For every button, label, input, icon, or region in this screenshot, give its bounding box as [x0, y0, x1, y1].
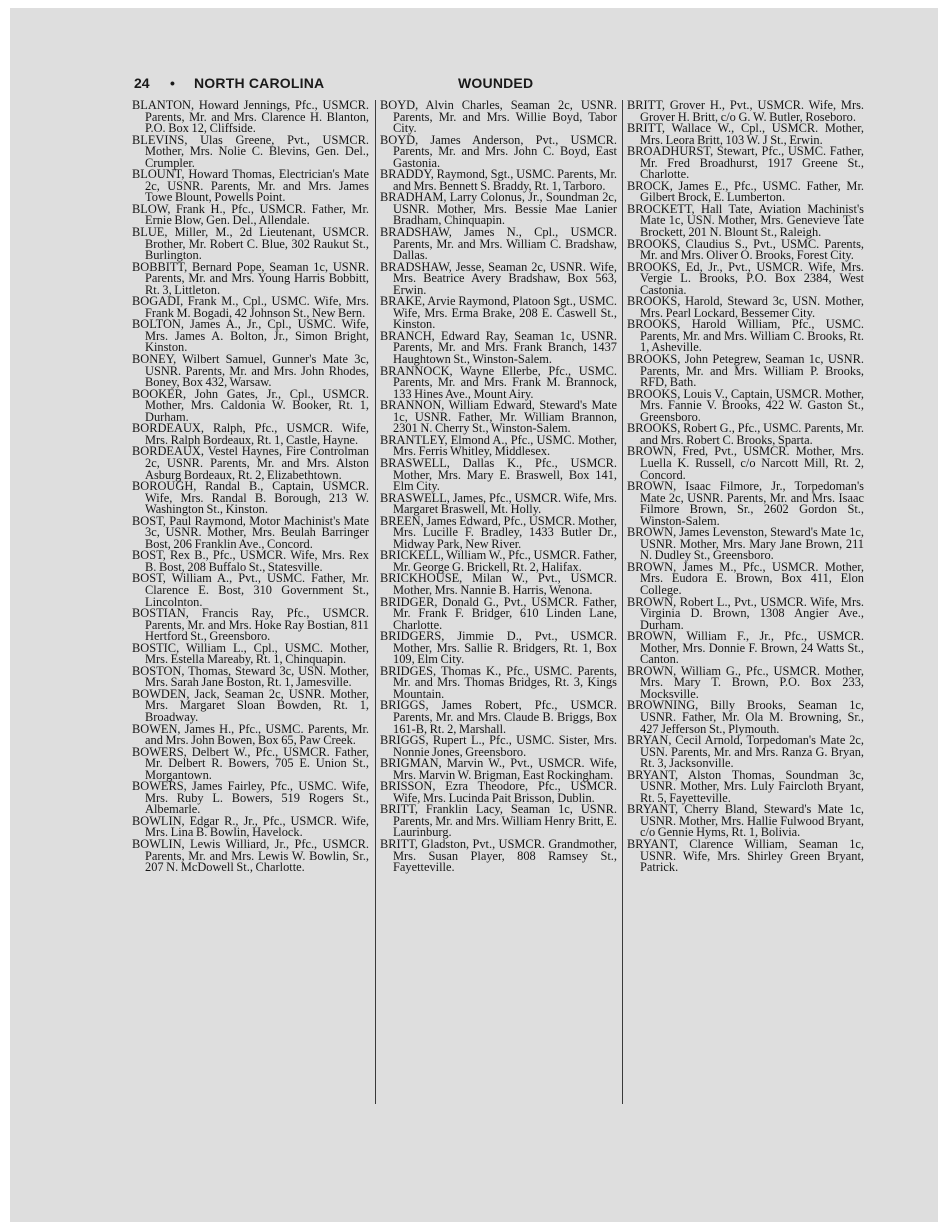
- casualty-entry: BROOKS, Ed, Jr., Pvt., USMCR. Wife, Mrs. Vergie L. Brooks, P.O. Box 2384, West Castonia.: [627, 259, 864, 297]
- casualty-entry: BROOKS, Claudius S., Pvt., USMC. Parents, Mr. and Mrs. Oliver O. Brooks, Forest City.: [627, 236, 864, 263]
- casualty-entry: BRIDGES, Thomas K., Pfc., USMC. Parents, Mr. and Mrs. Thomas Bridges, Rt. 3, Kings Mountain.: [380, 663, 617, 701]
- casualty-entry: BRITT, Franklin Lacy, Seaman 1c, USNR. Parents, Mr. and Mrs. William Henry Britt, E. Laurinburg.: [380, 802, 617, 840]
- casualty-entry: BROCK, James E., Pfc., USMC. Father, Mr. Gilbert Brock, E. Lumberton.: [627, 178, 864, 205]
- casualty-entry: BROCKETT, Hall Tate, Aviation Machinist's Mate 1c, USN. Mother, Mrs. Genevieve Tate Brockett, 201 N. Blount St., Raleigh.: [627, 201, 864, 240]
- casualty-entry: BONEY, Wilbert Samuel, Gunner's Mate 3c, USNR. Parents, Mr. and Mrs. John Rhodes, Boney, Box 432, Warsaw.: [132, 352, 369, 390]
- casualty-entry: BOYD, Alvin Charles, Seaman 2c, USNR. Parents, Mr. and Mrs. Willie Boyd, Tabor City.: [380, 98, 617, 136]
- casualty-entry: BRANCH, Edward Ray, Seaman 1c, USNR. Parents, Mr. and Mrs. Frank Branch, 1437 Haughtown St., Winston-Salem.: [380, 328, 617, 367]
- casualty-entry: BLOW, Frank H., Pfc., USMCR. Father, Mr. Ernie Blow, Gen. Del., Allendale.: [132, 201, 369, 228]
- column-divider: [375, 100, 376, 1104]
- casualty-entry: BRYANT, Clarence William, Seaman 1c, USNR. Wife, Mrs. Shirley Green Bryant, Patrick.: [627, 837, 864, 875]
- casualty-entry: BOST, Paul Raymond, Motor Machinist's Mate 3c, USNR. Mother, Mrs. Beulah Barringer Bost, 206 Franklin Ave., Concord.: [132, 513, 369, 551]
- casualty-entry: BOROUGH, Randal B., Captain, USMCR. Wife, Mrs. Randal B. Borough, 213 W. Washington St., Kinston.: [132, 479, 369, 517]
- casualty-entry: BOGADI, Frank M., Cpl., USMC. Wife, Mrs. Frank M. Bogadi, 42 Johnson St., New Bern.: [132, 294, 369, 320]
- casualty-entry: BOST, Rex B., Pfc., USMCR. Wife, Mrs. Rex B. Bost, 208 Buffalo St., Statesville.: [132, 548, 369, 574]
- casualty-entry: BROOKS, Harold William, Pfc., USMC. Parents, Mr. and Mrs. William C. Brooks, Rt. 1, Asheville.: [627, 317, 864, 355]
- casualty-entry: BRYAN, Cecil Arnold, Torpedoman's Mate 2c, USN. Parents, Mr. and Mrs. Ranza G. Bryan, Rt. 3, Jacksonville.: [627, 733, 864, 771]
- casualty-entry: BRITT, Grover H., Pvt., USMCR. Wife, Mrs. Grover H. Britt, c/o G. W. Butler, Roseboro.: [627, 98, 864, 124]
- casualty-entry: BRANNON, William Edward, Steward's Mate 1c, USNR. Father, Mr. William Brannon, 2301 N. Cherry St., Winston-Salem.: [380, 398, 617, 436]
- casualty-entry: BOWEN, James H., Pfc., USMC. Parents, Mr. and Mrs. John Bowen, Box 65, Paw Creek.: [132, 721, 369, 748]
- casualty-entry: BORDEAUX, Ralph, Pfc., USMCR. Wife, Mrs. Ralph Bordeaux, Rt. 1, Castle, Hayne.: [132, 421, 369, 447]
- casualty-entry: BOSTON, Thomas, Steward 3c, USN. Mother, Mrs. Sarah Jane Boston, Rt. 1, Jamesville.: [132, 663, 369, 690]
- column-1: [132, 100, 369, 874]
- casualty-entry: BRIDGERS, Jimmie D., Pvt., USMCR. Mother, Mrs. Sallie R. Bridgers, Rt. 1, Box 109, Elm City.: [380, 629, 617, 667]
- casualty-entry: BRISSON, Ezra Theodore, Pfc., USMCR. Wife, Mrs. Lucinda Pait Brisson, Dublin.: [380, 779, 617, 805]
- casualty-entry: BRADDY, Raymond, Sgt., USMC. Parents, Mr. and Mrs. Bennett S. Braddy, Rt. 1, Tarboro.: [380, 167, 617, 193]
- casualty-entry: BRADSHAW, James N., Cpl., USMCR. Parents, Mr. and Mrs. William C. Bradshaw, Dallas.: [380, 225, 617, 263]
- casualty-entry: BRANNOCK, Wayne Ellerbe, Pfc., USMC. Parents, Mr. and Mrs. Frank M. Brannock, 133 Hines Ave., Mount Airy.: [380, 363, 617, 401]
- casualty-entry: BOST, William A., Pvt., USMC. Father, Mr. Clarence E. Bost, 310 Government St., Lincolnton.: [132, 571, 369, 609]
- casualty-entry: BREEN, James Edward, Pfc., USMCR. Mother, Mrs. Lucille F. Bradley, 1433 Butler Dr., Midway Park, New River.: [380, 513, 617, 551]
- casualty-entry: BRIGMAN, Marvin W., Pvt., USMCR. Wife, Mrs. Marvin W. Brigman, East Rockingham.: [380, 756, 617, 782]
- casualty-entry: BOWERS, James Fairley, Pfc., USMC. Wife, Mrs. Ruby L. Bowers, 519 Rogers St., Albemarle.: [132, 779, 369, 817]
- casualty-entry: BOWERS, Delbert W., Pfc., USMCR. Father, Mr. Delbert R. Bowers, 705 E. Union St., Morgantown.: [132, 744, 369, 782]
- casualty-entry: BRICKELL, William W., Pfc., USMCR. Father, Mr. George G. Brickell, Rt. 2, Halifax.: [380, 548, 617, 574]
- casualty-entry: BOWLIN, Edgar R., Jr., Pfc., USMCR. Wife, Mrs. Lina B. Bowlin, Havelock.: [132, 813, 369, 840]
- casualty-entry: BOBBITT, Bernard Pope, Seaman 1c, USNR. Parents, Mr. and Mrs. Young Harris Bobbitt, Rt. 3, Littleton.: [132, 259, 369, 297]
- casualty-entry: BROWN, Robert L., Pvt., USMCR. Wife, Mrs. Virginia D. Brown, 1308 Angier Ave., Durham.: [627, 594, 864, 632]
- section-heading: WOUNDED: [458, 75, 534, 91]
- casualty-entry: BROOKS, Robert G., Pfc., USMC. Parents, Mr. and Mrs. Robert C. Brooks, Sparta.: [627, 421, 864, 447]
- casualty-entry: BROWN, Fred, Pvt., USMCR. Mother, Mrs. Luella K. Russell, c/o Narcott Mill, Rt. 2, Concord.: [627, 444, 864, 482]
- casualty-entry: BLOUNT, Howard Thomas, Electrician's Mate 2c, USNR. Parents, Mr. and Mrs. James Towe Blount, Powells Point.: [132, 167, 369, 205]
- casualty-entry: BRAKE, Arvie Raymond, Platoon Sgt., USMC. Wife, Mrs. Erma Brake, 208 E. Caswell St., Kinston.: [380, 294, 617, 332]
- casualty-entry: BROOKS, Louis V., Captain, USMCR. Mother, Mrs. Fannie V. Brooks, 422 W. Gaston St., Greensboro.: [627, 386, 864, 424]
- casualty-entry: BRADHAM, Larry Colonus, Jr., Soundman 2c, USNR. Mother, Mrs. Bessie Mae Lanier Bradham, Chinquapin.: [380, 190, 617, 228]
- casualty-entry: BOWLIN, Lewis Williard, Jr., Pfc., USMCR. Parents, Mr. and Mrs. Lewis W. Bowlin, Sr., 207 N. McDowell St., Charlotte.: [132, 837, 369, 875]
- casualty-entry: BRIGGS, Rupert L., Pfc., USMC. Sister, Mrs. Nonnie Jones, Greensboro.: [380, 733, 617, 759]
- casualty-entry: BORDEAUX, Vestel Haynes, Fire Controlman 2c, USNR. Parents, Mr. and Mrs. Alston Asburg Bordeaux, Rt. 2, Elizabethtown.: [132, 444, 369, 482]
- casualty-entry: BRYANT, Alston Thomas, Soundman 3c, USNR. Mother, Mrs. Luly Faircloth Bryant, Rt. 5, Fayetteville.: [627, 767, 864, 805]
- casualty-entry: BRASWELL, James, Pfc., USMCR. Wife, Mrs. Margaret Braswell, Mt. Holly.: [380, 490, 617, 517]
- bullet: •: [170, 75, 175, 91]
- casualty-entry: BROWN, William G., Pfc., USMCR. Mother, Mrs. Mary T. Brown, P.O. Box 233, Mocksville.: [627, 663, 864, 701]
- casualty-entry: BROWNING, Billy Brooks, Seaman 1c, USNR. Father, Mr. Ola M. Browning, Sr., 427 Jefferson St., Plymouth.: [627, 698, 864, 736]
- casualty-entry: BLEVINS, Ulas Greene, Pvt., USMCR. Mother, Mrs. Nolie C. Blevins, Gen. Del., Crumpler.: [132, 132, 369, 170]
- casualty-entry: BROWN, James Levenston, Steward's Mate 1c, USNR. Mother, Mrs. Mary Jane Brown, 211 N. Dudley St., Greensboro.: [627, 525, 864, 563]
- column-divider: [622, 100, 623, 1104]
- casualty-entry: BLANTON, Howard Jennings, Pfc., USMCR. Parents, Mr. and Mrs. Clarence H. Blanton, P.O. Box 12, Cliffside.: [132, 98, 369, 136]
- casualty-entry: BRIGGS, James Robert, Pfc., USMCR. Parents, Mr. and Mrs. Claude B. Briggs, Box 161-B, Rt. 2, Marshall.: [380, 698, 617, 736]
- column-3: [627, 100, 864, 874]
- casualty-entry: BROWN, James M., Pfc., USMCR. Mother, Mrs. Eudora E. Brown, Box 411, Elon College.: [627, 559, 864, 597]
- casualty-entry: BRANTLEY, Elmond A., Pfc., USMC. Mother, Mrs. Ferris Whitley, Middlesex.: [380, 432, 617, 459]
- casualty-entry: BROWN, Isaac Filmore, Jr., Torpedoman's Mate 2c, USNR. Parents, Mr. and Mrs. Isaac Filmore Brown, Sr., 2602 Gordon St., Winston-Salem.: [627, 479, 864, 528]
- casualty-entry: BOOKER, John Gates, Jr., Cpl., USMCR. Mother, Mrs. Caldonia W. Booker, Rt. 1, Durham.: [132, 386, 369, 424]
- casualty-entry: BOLTON, James A., Jr., Cpl., USMC. Wife, Mrs. James A. Bolton, Jr., Simon Bright, Kinston.: [132, 317, 369, 355]
- casualty-entry: BOSTIAN, Francis Ray, Pfc., USMCR. Parents, Mr. and Mrs. Hoke Ray Bostian, 811 Hertford St., Greensboro.: [132, 606, 369, 644]
- casualty-entry: BROADHURST, Stewart, Pfc., USMC. Father, Mr. Fred Broadhurst, 1917 Greene St., Charlotte.: [627, 144, 864, 182]
- casualty-entry: BROOKS, Harold, Steward 3c, USN. Mother, Mrs. Pearl Lockard, Bessemer City.: [627, 294, 864, 320]
- page-header: [134, 75, 864, 93]
- casualty-entry: BRIDGER, Donald G., Pvt., USMCR. Father, Mr. Frank F. Bridger, 610 Linden Lane, Charlotte.: [380, 594, 617, 632]
- casualty-entry: BRYANT, Cherry Bland, Steward's Mate 1c, USNR. Mother, Mrs. Hallie Fulwood Bryant, c/o Gennie Hyms, Rt. 1, Bolivia.: [627, 802, 864, 840]
- casualty-entry: BOWDEN, Jack, Seaman 2c, USNR. Mother, Mrs. Margaret Sloan Bowden, Rt. 1, Broadway.: [132, 686, 369, 724]
- casualty-entry: BLUE, Miller, M., 2d Lieutenant, USMCR. Brother, Mr. Robert C. Blue, 302 Raukut St., Burlington.: [132, 225, 369, 263]
- casualty-entry: BRADSHAW, Jesse, Seaman 2c, USNR. Wife, Mrs. Beatrice Avery Bradshaw, Box 563, Erwin.: [380, 259, 617, 297]
- casualty-entry: BRICKHOUSE, Milan W., Pvt., USMCR. Mother, Mrs. Nannie B. Harris, Wenona.: [380, 571, 617, 597]
- casualty-entry: BRITT, Wallace W., Cpl., USMCR. Mother, Mrs. Leora Britt, 103 W. J St., Erwin.: [627, 121, 864, 147]
- page-number: 24: [134, 75, 150, 91]
- casualty-entry: BRASWELL, Dallas K., Pfc., USMCR. Mother, Mrs. Mary E. Braswell, Box 141, Elm City.: [380, 455, 617, 494]
- column-2: [380, 100, 617, 874]
- state-heading: NORTH CAROLINA: [194, 75, 325, 91]
- casualty-entry: BROWN, William F., Jr., Pfc., USMCR. Mother, Mrs. Donnie F. Brown, 24 Watts St., Canton.: [627, 629, 864, 667]
- casualty-entry: BROOKS, John Petegrew, Seaman 1c, USNR. Parents, Mr. and Mrs. William P. Brooks, RFD, Bath.: [627, 352, 864, 390]
- casualty-entry: BRITT, Gladston, Pvt., USMCR. Grandmother, Mrs. Susan Player, 808 Ramsey St., Fayetteville.: [380, 837, 617, 875]
- casualty-entry: BOSTIC, William L., Cpl., USMC. Mother, Mrs. Estella Mareaby, Rt. 1, Chinquapin.: [132, 640, 369, 667]
- casualty-entry: BOYD, James Anderson, Pvt., USMCR. Parents, Mr. and Mrs. John C. Boyd, East Gastonia.: [380, 132, 617, 170]
